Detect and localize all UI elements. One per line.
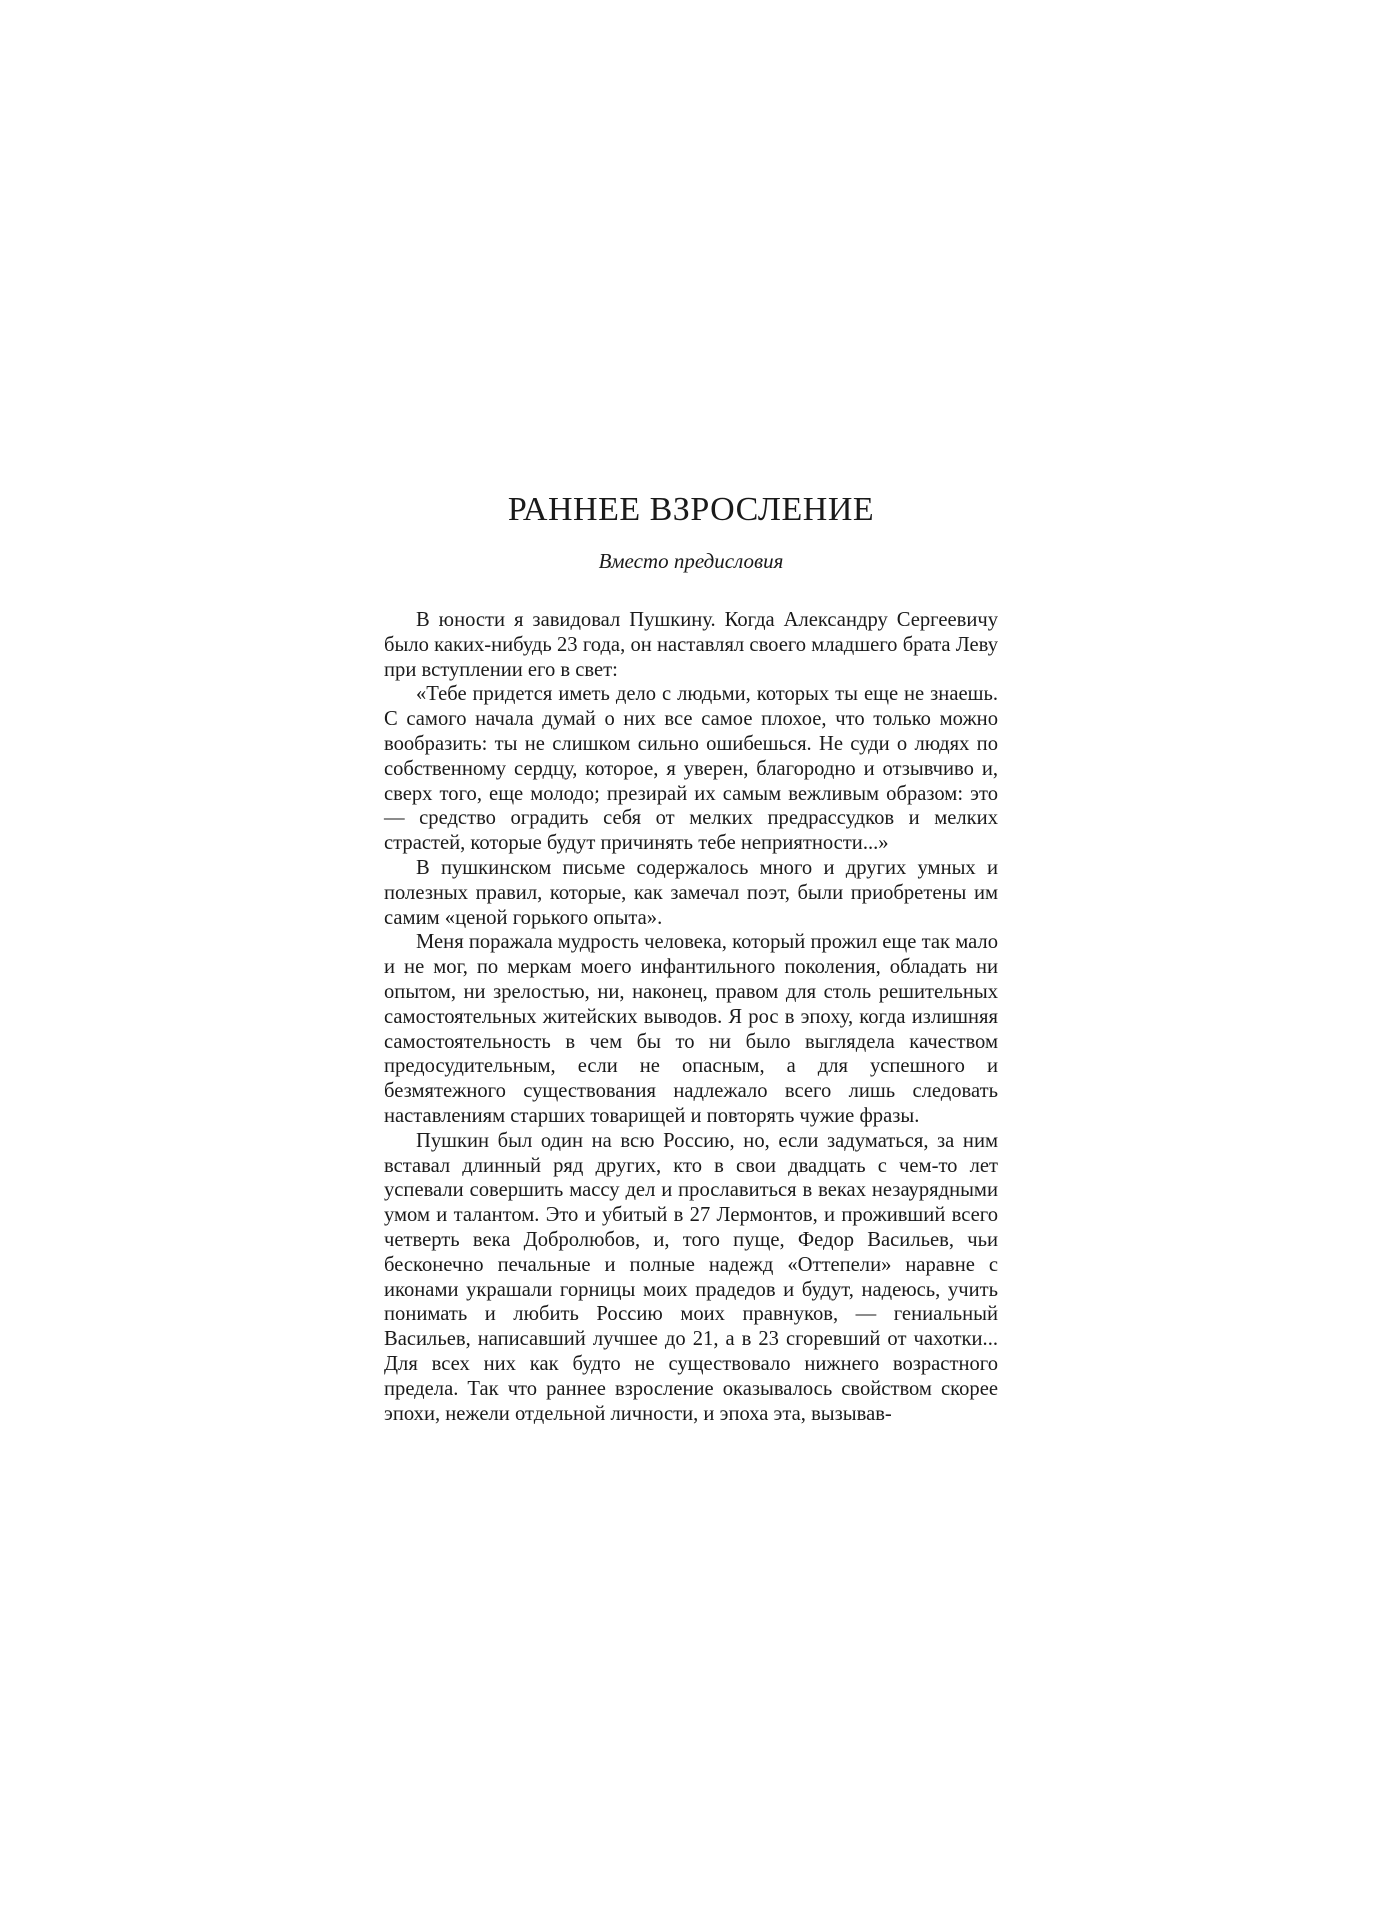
chapter-subtitle: Вместо предисловия [598, 549, 784, 573]
paragraph: В юности я завидовал Пушкину. Когда Александру Сергеевичу было каких-нибудь 23 года, он наставлял своего младшего брата Леву при вступлении его в свет: [384, 609, 998, 681]
paragraph: Пушкин был один на всю Россию, но, если задуматься, за ним вставал длинный ряд других, кто в свои двадцать с чем-то лет успевали совершить массу дел и прославиться в веках незаурядными умом и талантом. Это и убитый в 27 Лермонтов, и проживший всего четверть века Добролюбов, и, того пуще, Федор Васильев, чьи бесконечно печальные и полные надежд «Оттепели» наравне с иконами украшали горницы моих прадедов и будут, надеюсь, учить понимать и любить Россию моих правнуков, — гениальный Васильев, написавший лучшее до 21, а в 23 сгоревший от чахотки... Для всех них как будто не существовало нижнего возрастного предела. Так что раннее взросление оказывалось свойством скорее эпохи, нежели отдельной личности, и эпоха эта, вызывав- [384, 1129, 998, 1425]
book-page [384, 490, 998, 1426]
paragraph: В пушкинском письме содержалось много и других умных и полезных правил, которые, как замечал поэт, были приобретены им самим «ценой горького опыта». [384, 856, 998, 929]
body-text [384, 608, 998, 1426]
chapter-title: РАННЕЕ ВЗРОСЛЕНИЕ [507, 491, 875, 528]
paragraph: «Тебе придется иметь дело с людьми, которых ты еще не знаешь. С самого начала думай о них все самое плохое, что только можно вообразить: ты не слишком сильно ошибешься. Не суди о людях по собственному сердцу, которое, я уверен, благородно и отзывчиво и, сверх того, еще молодо; презирай их самым вежливым образом: это — средство оградить себя от мелких предрассудков и мелких страстей, которые будут причинять тебе неприятности...» [384, 683, 998, 855]
paragraph: Меня поражала мудрость человека, который прожил еще так мало и не мог, по меркам моего инфантильного поколения, обладать ни опытом, ни зрелостью, ни, наконец, правом для столь решительных самостоятельных житейских выводов. Я рос в эпоху, когда излишняя самостоятельность в чем бы то ни было выглядела качеством предосудительным, если не опасным, а для успешного и безмятежного существования надлежало всего лишь следовать наставлениям старших товарищей и повторять чужие фразы. [384, 931, 998, 1127]
